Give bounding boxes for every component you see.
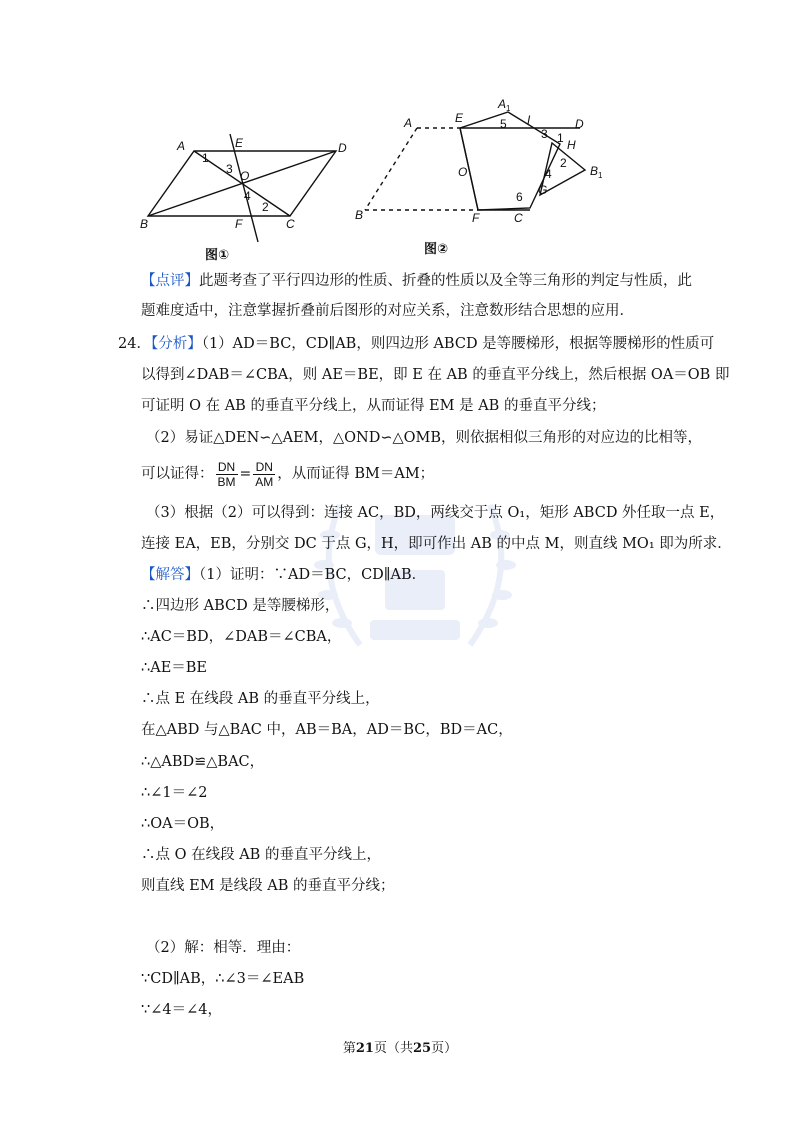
solution-line-1: 【解答】（1）证明：∵AD＝BC，CD∥AB． xyxy=(141,567,427,583)
solution-line-12: （2）解：相等．理由： xyxy=(146,940,301,956)
fig1-caption: 图① xyxy=(205,248,230,263)
fig2-caption: 图② xyxy=(424,242,449,257)
review-line-1: 【点评】此题考查了平行四边形的性质、折叠的性质以及全等三角形的判定与性质，此 xyxy=(141,273,692,289)
fig2-angle-4: 4 xyxy=(545,167,552,181)
answer-tag: 【解答】 xyxy=(141,567,199,583)
fig1-label-D: D xyxy=(338,141,347,155)
solution-line-9: ∴OA＝OB， xyxy=(141,816,225,832)
fig2-angle-2: 2 xyxy=(560,156,567,170)
figure-2 xyxy=(365,112,585,210)
fig2-label-A: A xyxy=(404,116,413,130)
fraction-dn-bm: $\frac{DN}{BM}$ xyxy=(217,459,236,489)
review-tag: 【点评】 xyxy=(141,273,199,289)
fig2-label-A1: $A_1$ xyxy=(498,97,511,113)
question-number: 24． xyxy=(118,336,151,352)
analysis-line-4: （2）易证△DEN∽△AEM，△OND∽△OMB，则依据相似三角形的对应边的比相等， xyxy=(146,430,703,446)
analysis-line-2: 以得到∠DAB＝∠CBA，则 AE＝BE，即 E 在 AB 的垂直平分线上，然后根据 OA＝OB 即 xyxy=(141,367,730,383)
fig2-label-I: I xyxy=(527,113,531,127)
fig1-angle-2: 2 xyxy=(262,200,269,214)
fraction-dn-am: $\frac{DN}{AM}$ xyxy=(255,459,274,489)
fig2-label-O: O xyxy=(458,165,468,179)
fig2-label-B: B xyxy=(355,208,364,222)
analysis-line-3: 可证明 O 在 AB 的垂直平分线上，从而证得 EM 是 AB 的垂直平分线； xyxy=(141,398,606,414)
solution-line-3: ∴AC＝BD，∠DAB＝∠CBA， xyxy=(141,629,342,645)
page-number: 21 xyxy=(355,1041,374,1056)
solution-line-14: ∵∠4＝∠4， xyxy=(141,1002,222,1018)
solution-line-2: ∴四边形 ABCD 是等腰梯形， xyxy=(141,598,340,614)
fig2-label-G: G xyxy=(538,183,548,197)
fig2-label-E: E xyxy=(455,111,464,125)
fig1-label-B: B xyxy=(140,217,149,231)
fig1-label-E: E xyxy=(235,136,244,150)
fig2-label-F: F xyxy=(472,211,480,225)
fig2-label-B1: $B_1$ xyxy=(590,164,603,180)
fig2-label-H: H xyxy=(567,138,576,152)
fig2-label-C: C xyxy=(514,211,523,225)
analysis-tag: 【分析】 xyxy=(150,336,202,352)
solution-line-8: ∴∠1＝∠2 xyxy=(141,785,208,801)
page-footer: 第21页（共25页） xyxy=(342,1041,458,1056)
fig2-angle-3: 3 xyxy=(541,127,548,141)
fig2-label-D: D xyxy=(575,117,584,131)
fig1-angle-1: 1 xyxy=(202,151,209,165)
solution-line-4: ∴AE＝BE xyxy=(141,660,208,676)
review-line-2: 题难度适中，注意掌握折叠前后图形的对应关系，注意数形结合思想的应用． xyxy=(141,303,634,319)
fig2-angle-1: 1 xyxy=(557,131,564,145)
geometry-figures xyxy=(0,0,800,270)
page-total: 25 xyxy=(413,1041,432,1056)
fig2-angle-6: 6 xyxy=(516,190,523,204)
solution-line-6: 在△ABD 与△BAC 中，AB＝BA，AD＝BC，BD＝AC， xyxy=(141,722,513,738)
fig1-label-A: A xyxy=(177,139,186,153)
fig1-angle-3: 3 xyxy=(226,162,233,176)
analysis-line-1: 24．【分析】（1）AD＝BC，CD∥AB，则四边形 ABCD 是等腰梯形，根据等腰梯形的性质可 xyxy=(118,336,715,352)
solution-line-5: ∴点 E 在线段 AB 的垂直平分线上， xyxy=(141,691,380,707)
fig1-angle-4: 4 xyxy=(244,189,251,203)
solution-line-7: ∴△ABD≌△BAC， xyxy=(141,754,265,770)
fig1-label-C: C xyxy=(286,217,295,231)
analysis-line-7: 连接 EA，EB，分别交 DC 于点 G，H，即可作出 AB 的中点 M，则直线 MO₁ 即为所求． xyxy=(141,536,732,552)
fig2-angle-5: 5 xyxy=(500,117,507,131)
solution-line-10: ∴点 O 在线段 AB 的垂直平分线上， xyxy=(141,847,381,863)
fig1-label-O: O xyxy=(240,169,250,183)
fig1-label-F: F xyxy=(235,217,243,231)
solution-line-11: 则直线 EM 是线段 AB 的垂直平分线； xyxy=(141,878,395,894)
analysis-line-6: （3）根据（2）可以得到：连接 AC，BD，两线交于点 O₁，矩形 ABCD 外任取一点 E， xyxy=(146,505,725,521)
analysis-line-5: 可以证得： $\frac{DN}{BM}$ = $\frac{DN}{AM}$ ，从而证得 BM＝AM； xyxy=(141,459,435,489)
solution-line-13: ∵CD∥AB，∴∠3＝∠EAB xyxy=(141,971,305,987)
